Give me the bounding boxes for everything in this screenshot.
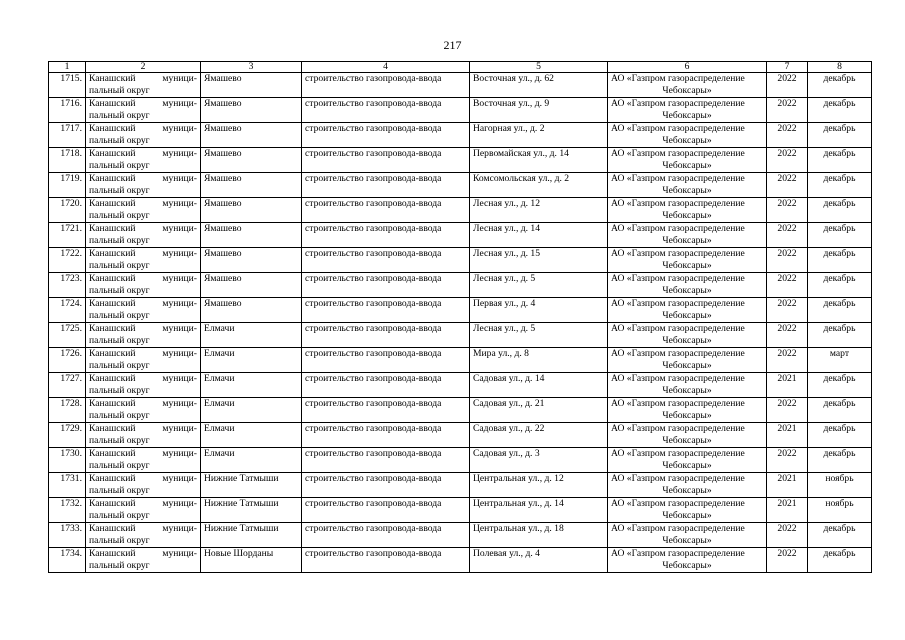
year-cell: 2021	[767, 498, 808, 523]
year-cell: 2022	[767, 198, 808, 223]
table-row	[49, 98, 872, 123]
district-continuation: пальный округ	[89, 410, 150, 421]
organization-city: Чебоксары»	[662, 460, 712, 471]
district-name: Канашский	[89, 323, 136, 334]
organization-cell	[608, 148, 767, 173]
year-cell: 2021	[767, 373, 808, 398]
work-type-cell: строительство газопровода-ввода	[302, 123, 470, 148]
row-number: 1732.	[49, 498, 86, 523]
address-cell: Садовая ул., д. 3	[470, 448, 608, 473]
district-cell	[86, 173, 201, 198]
work-type-cell: строительство газопровода-ввода	[302, 348, 470, 373]
row-number: 1733.	[49, 523, 86, 548]
year-cell: 2022	[767, 223, 808, 248]
address-cell: Восточная ул., д. 9	[470, 98, 608, 123]
table-row	[49, 298, 872, 323]
table-body	[49, 73, 872, 573]
district-hyphenated: муници-	[162, 273, 197, 284]
address-cell: Первая ул., д. 4	[470, 298, 608, 323]
district-name: Канашский	[89, 473, 136, 484]
organization-name: АО «Газпром газораспределение	[611, 173, 745, 184]
settlement-cell: Елмачи	[201, 323, 302, 348]
month-cell: декабрь	[808, 98, 872, 123]
month-cell: декабрь	[808, 398, 872, 423]
organization-cell	[608, 198, 767, 223]
district-hyphenated: муници-	[162, 298, 197, 309]
year-cell: 2022	[767, 73, 808, 98]
district-name: Канашский	[89, 273, 136, 284]
table-row	[49, 548, 872, 573]
work-type-cell: строительство газопровода-ввода	[302, 423, 470, 448]
address-cell: Восточная ул., д. 62	[470, 73, 608, 98]
organization-cell	[608, 548, 767, 573]
district-hyphenated: муници-	[162, 473, 197, 484]
organization-name: АО «Газпром газораспределение	[611, 248, 745, 259]
row-number: 1715.	[49, 73, 86, 98]
settlement-cell: Елмачи	[201, 398, 302, 423]
year-cell: 2022	[767, 448, 808, 473]
district-cell	[86, 73, 201, 98]
row-number: 1729.	[49, 423, 86, 448]
organization-cell	[608, 348, 767, 373]
district-cell	[86, 348, 201, 373]
district-continuation: пальный округ	[89, 510, 150, 521]
column-header: 1	[49, 62, 86, 73]
district-hyphenated: муници-	[162, 123, 197, 134]
work-type-cell: строительство газопровода-ввода	[302, 448, 470, 473]
organization-name: АО «Газпром газораспределение	[611, 423, 745, 434]
district-hyphenated: муници-	[162, 398, 197, 409]
settlement-cell: Нижние Татмыши	[201, 498, 302, 523]
organization-cell	[608, 123, 767, 148]
year-cell: 2021	[767, 473, 808, 498]
organization-name: АО «Газпром газораспределение	[611, 448, 745, 459]
organization-cell	[608, 373, 767, 398]
organization-city: Чебоксары»	[662, 185, 712, 196]
row-number: 1731.	[49, 473, 86, 498]
district-continuation: пальный округ	[89, 435, 150, 446]
row-number: 1724.	[49, 298, 86, 323]
organization-city: Чебоксары»	[662, 560, 712, 571]
organization-city: Чебоксары»	[662, 435, 712, 446]
work-type-cell: строительство газопровода-ввода	[302, 473, 470, 498]
address-cell: Первомайская ул., д. 14	[470, 148, 608, 173]
organization-name: АО «Газпром газораспределение	[611, 498, 745, 509]
district-name: Канашский	[89, 548, 136, 559]
organization-cell	[608, 248, 767, 273]
table-row	[49, 423, 872, 448]
settlement-cell: Ямашево	[201, 223, 302, 248]
district-name: Канашский	[89, 148, 136, 159]
organization-name: АО «Газпром газораспределение	[611, 73, 745, 84]
settlement-cell: Ямашево	[201, 198, 302, 223]
work-type-cell: строительство газопровода-ввода	[302, 323, 470, 348]
district-cell	[86, 298, 201, 323]
month-cell: декабрь	[808, 73, 872, 98]
district-name: Канашский	[89, 523, 136, 534]
settlement-cell: Ямашево	[201, 248, 302, 273]
district-continuation: пальный округ	[89, 235, 150, 246]
district-name: Канашский	[89, 398, 136, 409]
district-name: Канашский	[89, 73, 136, 84]
district-name: Канашский	[89, 448, 136, 459]
year-cell: 2022	[767, 248, 808, 273]
organization-cell	[608, 223, 767, 248]
registry-table	[48, 61, 872, 573]
address-cell: Полевая ул., д. 4	[470, 548, 608, 573]
row-number: 1722.	[49, 248, 86, 273]
organization-name: АО «Газпром газораспределение	[611, 323, 745, 334]
organization-cell	[608, 498, 767, 523]
month-cell: декабрь	[808, 148, 872, 173]
work-type-cell: строительство газопровода-ввода	[302, 373, 470, 398]
district-continuation: пальный округ	[89, 260, 150, 271]
month-cell: март	[808, 348, 872, 373]
table-row	[49, 348, 872, 373]
column-header: 6	[608, 62, 767, 73]
district-name: Канашский	[89, 173, 136, 184]
month-cell: декабрь	[808, 123, 872, 148]
district-name: Канашский	[89, 223, 136, 234]
district-cell	[86, 273, 201, 298]
organization-city: Чебоксары»	[662, 260, 712, 271]
year-cell: 2022	[767, 398, 808, 423]
table-row	[49, 198, 872, 223]
district-continuation: пальный округ	[89, 360, 150, 371]
year-cell: 2022	[767, 298, 808, 323]
row-number: 1719.	[49, 173, 86, 198]
month-cell: ноябрь	[808, 473, 872, 498]
district-continuation: пальный округ	[89, 110, 150, 121]
district-name: Канашский	[89, 498, 136, 509]
district-continuation: пальный округ	[89, 285, 150, 296]
district-continuation: пальный округ	[89, 160, 150, 171]
address-cell: Лесная ул., д. 15	[470, 248, 608, 273]
organization-city: Чебоксары»	[662, 210, 712, 221]
district-continuation: пальный округ	[89, 535, 150, 546]
settlement-cell: Ямашево	[201, 298, 302, 323]
organization-city: Чебоксары»	[662, 135, 712, 146]
district-hyphenated: муници-	[162, 373, 197, 384]
district-name: Канашский	[89, 123, 136, 134]
district-cell	[86, 523, 201, 548]
work-type-cell: строительство газопровода-ввода	[302, 398, 470, 423]
organization-name: АО «Газпром газораспределение	[611, 273, 745, 284]
month-cell: декабрь	[808, 273, 872, 298]
table-row	[49, 273, 872, 298]
work-type-cell: строительство газопровода-ввода	[302, 523, 470, 548]
column-header: 5	[470, 62, 608, 73]
district-continuation: пальный округ	[89, 385, 150, 396]
month-cell: декабрь	[808, 523, 872, 548]
table-row	[49, 123, 872, 148]
work-type-cell: строительство газопровода-ввода	[302, 223, 470, 248]
row-number: 1723.	[49, 273, 86, 298]
district-continuation: пальный округ	[89, 485, 150, 496]
year-cell: 2022	[767, 123, 808, 148]
table-row	[49, 373, 872, 398]
district-name: Канашский	[89, 373, 136, 384]
organization-name: АО «Газпром газораспределение	[611, 398, 745, 409]
row-number: 1725.	[49, 323, 86, 348]
district-cell	[86, 398, 201, 423]
district-name: Канашский	[89, 248, 136, 259]
organization-city: Чебоксары»	[662, 160, 712, 171]
settlement-cell: Новые Шорданы	[201, 548, 302, 573]
district-cell	[86, 323, 201, 348]
column-header: 8	[808, 62, 872, 73]
district-hyphenated: муници-	[162, 548, 197, 559]
district-cell	[86, 498, 201, 523]
district-hyphenated: муници-	[162, 248, 197, 259]
organization-city: Чебоксары»	[662, 285, 712, 296]
district-cell	[86, 473, 201, 498]
address-cell: Садовая ул., д. 22	[470, 423, 608, 448]
year-cell: 2022	[767, 348, 808, 373]
address-cell: Лесная ул., д. 5	[470, 273, 608, 298]
organization-cell	[608, 273, 767, 298]
district-hyphenated: муници-	[162, 223, 197, 234]
district-continuation: пальный округ	[89, 135, 150, 146]
month-cell: декабрь	[808, 173, 872, 198]
year-cell: 2022	[767, 523, 808, 548]
work-type-cell: строительство газопровода-ввода	[302, 173, 470, 198]
month-cell: декабрь	[808, 323, 872, 348]
district-cell	[86, 123, 201, 148]
district-cell	[86, 248, 201, 273]
district-continuation: пальный округ	[89, 185, 150, 196]
district-continuation: пальный округ	[89, 460, 150, 471]
organization-name: АО «Газпром газораспределение	[611, 473, 745, 484]
organization-city: Чебоксары»	[662, 410, 712, 421]
address-cell: Нагорная ул., д. 2	[470, 123, 608, 148]
district-cell	[86, 98, 201, 123]
table-row	[49, 323, 872, 348]
year-cell: 2022	[767, 323, 808, 348]
address-cell: Мира ул., д. 8	[470, 348, 608, 373]
table-row	[49, 398, 872, 423]
settlement-cell: Елмачи	[201, 423, 302, 448]
address-cell: Центральная ул., д. 14	[470, 498, 608, 523]
address-cell: Комсомольская ул., д. 2	[470, 173, 608, 198]
settlement-cell: Нижние Татмыши	[201, 473, 302, 498]
district-cell	[86, 548, 201, 573]
organization-cell	[608, 473, 767, 498]
organization-city: Чебоксары»	[662, 85, 712, 96]
settlement-cell: Ямашево	[201, 98, 302, 123]
district-hyphenated: муници-	[162, 98, 197, 109]
district-continuation: пальный округ	[89, 210, 150, 221]
settlement-cell: Ямашево	[201, 173, 302, 198]
district-cell	[86, 448, 201, 473]
column-header: 4	[302, 62, 470, 73]
organization-city: Чебоксары»	[662, 485, 712, 496]
table-row	[49, 473, 872, 498]
organization-cell	[608, 298, 767, 323]
row-number: 1727.	[49, 373, 86, 398]
table-row	[49, 223, 872, 248]
settlement-cell: Елмачи	[201, 448, 302, 473]
year-cell: 2022	[767, 173, 808, 198]
district-name: Канашский	[89, 198, 136, 209]
year-cell: 2022	[767, 273, 808, 298]
row-number: 1728.	[49, 398, 86, 423]
settlement-cell: Нижние Татмыши	[201, 523, 302, 548]
month-cell: декабрь	[808, 298, 872, 323]
organization-city: Чебоксары»	[662, 360, 712, 371]
district-cell	[86, 423, 201, 448]
district-name: Канашский	[89, 98, 136, 109]
column-number-row	[49, 62, 872, 73]
settlement-cell: Ямашево	[201, 73, 302, 98]
district-continuation: пальный округ	[89, 85, 150, 96]
organization-name: АО «Газпром газораспределение	[611, 348, 745, 359]
district-cell	[86, 373, 201, 398]
organization-cell	[608, 523, 767, 548]
work-type-cell: строительство газопровода-ввода	[302, 548, 470, 573]
row-number: 1734.	[49, 548, 86, 573]
organization-cell	[608, 98, 767, 123]
year-cell: 2022	[767, 548, 808, 573]
district-cell	[86, 198, 201, 223]
organization-city: Чебоксары»	[662, 385, 712, 396]
organization-name: АО «Газпром газораспределение	[611, 98, 745, 109]
address-cell: Лесная ул., д. 12	[470, 198, 608, 223]
organization-city: Чебоксары»	[662, 310, 712, 321]
organization-city: Чебоксары»	[662, 535, 712, 546]
district-hyphenated: муници-	[162, 323, 197, 334]
year-cell: 2022	[767, 98, 808, 123]
organization-cell	[608, 173, 767, 198]
table-row	[49, 498, 872, 523]
table-row	[49, 73, 872, 98]
organization-name: АО «Газпром газораспределение	[611, 198, 745, 209]
district-continuation: пальный округ	[89, 310, 150, 321]
column-header: 3	[201, 62, 302, 73]
district-hyphenated: муници-	[162, 148, 197, 159]
month-cell: декабрь	[808, 548, 872, 573]
district-hyphenated: муници-	[162, 423, 197, 434]
district-hyphenated: муници-	[162, 448, 197, 459]
work-type-cell: строительство газопровода-ввода	[302, 98, 470, 123]
organization-city: Чебоксары»	[662, 335, 712, 346]
month-cell: декабрь	[808, 223, 872, 248]
district-hyphenated: муници-	[162, 523, 197, 534]
table-row	[49, 448, 872, 473]
organization-cell	[608, 448, 767, 473]
district-name: Канашский	[89, 423, 136, 434]
district-name: Канашский	[89, 298, 136, 309]
organization-name: АО «Газпром газораспределение	[611, 548, 745, 559]
district-hyphenated: муници-	[162, 173, 197, 184]
work-type-cell: строительство газопровода-ввода	[302, 498, 470, 523]
district-continuation: пальный округ	[89, 560, 150, 571]
row-number: 1720.	[49, 198, 86, 223]
month-cell: декабрь	[808, 198, 872, 223]
row-number: 1726.	[49, 348, 86, 373]
district-hyphenated: муници-	[162, 73, 197, 84]
column-header: 2	[86, 62, 201, 73]
organization-cell	[608, 398, 767, 423]
organization-name: АО «Газпром газораспределение	[611, 298, 745, 309]
organization-city: Чебоксары»	[662, 235, 712, 246]
address-cell: Лесная ул., д. 14	[470, 223, 608, 248]
table-row	[49, 173, 872, 198]
district-cell	[86, 223, 201, 248]
address-cell: Лесная ул., д. 5	[470, 323, 608, 348]
work-type-cell: строительство газопровода-ввода	[302, 298, 470, 323]
district-hyphenated: муници-	[162, 498, 197, 509]
year-cell: 2022	[767, 148, 808, 173]
column-header: 7	[767, 62, 808, 73]
settlement-cell: Ямашево	[201, 123, 302, 148]
month-cell: декабрь	[808, 423, 872, 448]
address-cell: Садовая ул., д. 14	[470, 373, 608, 398]
district-hyphenated: муници-	[162, 198, 197, 209]
organization-cell	[608, 73, 767, 98]
work-type-cell: строительство газопровода-ввода	[302, 148, 470, 173]
organization-cell	[608, 323, 767, 348]
district-name: Канашский	[89, 348, 136, 359]
work-type-cell: строительство газопровода-ввода	[302, 198, 470, 223]
district-hyphenated: муници-	[162, 348, 197, 359]
page-number: 217	[443, 38, 462, 52]
address-cell: Садовая ул., д. 21	[470, 398, 608, 423]
organization-name: АО «Газпром газораспределение	[611, 123, 745, 134]
organization-cell	[608, 423, 767, 448]
address-cell: Центральная ул., д. 12	[470, 473, 608, 498]
table-row	[49, 248, 872, 273]
district-cell	[86, 148, 201, 173]
organization-name: АО «Газпром газораспределение	[611, 223, 745, 234]
table-row	[49, 523, 872, 548]
work-type-cell: строительство газопровода-ввода	[302, 73, 470, 98]
address-cell: Центральная ул., д. 18	[470, 523, 608, 548]
work-type-cell: строительство газопровода-ввода	[302, 248, 470, 273]
settlement-cell: Елмачи	[201, 348, 302, 373]
settlement-cell: Елмачи	[201, 373, 302, 398]
row-number: 1730.	[49, 448, 86, 473]
row-number: 1717.	[49, 123, 86, 148]
organization-name: АО «Газпром газораспределение	[611, 148, 745, 159]
month-cell: декабрь	[808, 448, 872, 473]
organization-name: АО «Газпром газораспределение	[611, 373, 745, 384]
row-number: 1718.	[49, 148, 86, 173]
settlement-cell: Ямашево	[201, 273, 302, 298]
month-cell: ноябрь	[808, 498, 872, 523]
year-cell: 2021	[767, 423, 808, 448]
settlement-cell: Ямашево	[201, 148, 302, 173]
row-number: 1716.	[49, 98, 86, 123]
table-row	[49, 148, 872, 173]
row-number: 1721.	[49, 223, 86, 248]
month-cell: декабрь	[808, 248, 872, 273]
month-cell: декабрь	[808, 373, 872, 398]
district-continuation: пальный округ	[89, 335, 150, 346]
organization-name: АО «Газпром газораспределение	[611, 523, 745, 534]
organization-city: Чебоксары»	[662, 110, 712, 121]
organization-city: Чебоксары»	[662, 510, 712, 521]
work-type-cell: строительство газопровода-ввода	[302, 273, 470, 298]
